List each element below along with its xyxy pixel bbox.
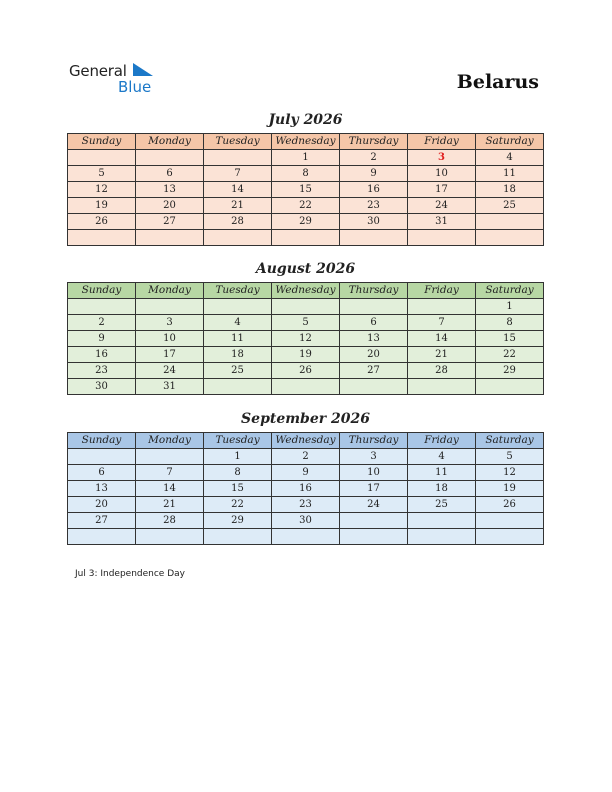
day-cell [68, 230, 136, 246]
day-cell: 6 [136, 166, 204, 182]
weekday-header: Saturday [476, 433, 544, 449]
holiday-note: Jul 3: Independence Day [75, 569, 185, 579]
day-cell: 23 [340, 198, 408, 214]
logo-triangle-icon [133, 63, 153, 77]
day-cell: 21 [136, 497, 204, 513]
day-cell [272, 299, 340, 315]
day-cell [408, 513, 476, 529]
day-cell: 13 [68, 481, 136, 497]
weekday-header: Saturday [476, 283, 544, 299]
day-cell: 7 [408, 315, 476, 331]
day-cell: 14 [136, 481, 204, 497]
day-cell: 7 [136, 465, 204, 481]
weekday-header: Monday [136, 134, 204, 150]
weekday-header: Thursday [340, 283, 408, 299]
day-cell: 11 [204, 331, 272, 347]
day-cell: 18 [476, 182, 544, 198]
day-cell: 5 [68, 166, 136, 182]
day-cell: 26 [476, 497, 544, 513]
weekday-header: Saturday [476, 134, 544, 150]
weekday-header-row [68, 433, 544, 449]
day-cell: 26 [272, 363, 340, 379]
day-cell: 3 [136, 315, 204, 331]
day-cell: 9 [272, 465, 340, 481]
day-cell: 18 [408, 481, 476, 497]
week-row [68, 299, 544, 315]
day-cell: 21 [204, 198, 272, 214]
day-cell: 22 [272, 198, 340, 214]
day-cell [340, 299, 408, 315]
day-cell: 19 [68, 198, 136, 214]
month-calendar-table [67, 133, 544, 246]
day-cell [68, 150, 136, 166]
day-cell: 24 [136, 363, 204, 379]
day-cell: 2 [272, 449, 340, 465]
day-cell [68, 449, 136, 465]
weekday-header: Thursday [340, 433, 408, 449]
day-cell: 4 [408, 449, 476, 465]
day-cell: 1 [476, 299, 544, 315]
generalblue-logo [69, 60, 169, 96]
day-cell: 7 [204, 166, 272, 182]
weekday-header: Monday [136, 283, 204, 299]
logo-general-text: General [69, 62, 127, 80]
day-cell: 15 [476, 331, 544, 347]
day-cell [408, 230, 476, 246]
day-cell [476, 529, 544, 545]
day-cell [68, 299, 136, 315]
day-cell: 12 [68, 182, 136, 198]
day-cell [204, 299, 272, 315]
day-cell: 15 [272, 182, 340, 198]
day-cell: 23 [68, 363, 136, 379]
week-row [68, 315, 544, 331]
day-cell: 17 [340, 481, 408, 497]
day-cell: 23 [272, 497, 340, 513]
day-cell: 28 [204, 214, 272, 230]
day-cell: 4 [476, 150, 544, 166]
day-cell: 17 [408, 182, 476, 198]
country-title: Belarus [456, 71, 539, 93]
day-cell [204, 230, 272, 246]
day-cell [272, 379, 340, 395]
day-cell: 21 [408, 347, 476, 363]
day-cell: 10 [408, 166, 476, 182]
day-cell [408, 529, 476, 545]
weekday-header: Monday [136, 433, 204, 449]
month-title: July 2026 [268, 112, 343, 128]
day-cell [476, 513, 544, 529]
week-row [68, 182, 544, 198]
week-row [68, 198, 544, 214]
day-cell: 12 [476, 465, 544, 481]
week-row [68, 529, 544, 545]
day-cell: 2 [68, 315, 136, 331]
day-cell: 25 [476, 198, 544, 214]
day-cell: 22 [204, 497, 272, 513]
day-cell: 11 [408, 465, 476, 481]
month-calendar-table [67, 282, 544, 395]
weekday-header: Sunday [68, 134, 136, 150]
day-cell [204, 529, 272, 545]
day-cell: 20 [340, 347, 408, 363]
weekday-header: Tuesday [204, 283, 272, 299]
day-cell [340, 379, 408, 395]
day-cell: 31 [408, 214, 476, 230]
day-cell: 9 [340, 166, 408, 182]
weekday-header: Friday [408, 134, 476, 150]
day-cell [136, 150, 204, 166]
week-row [68, 347, 544, 363]
day-cell [340, 529, 408, 545]
day-cell: 8 [204, 465, 272, 481]
day-cell [136, 449, 204, 465]
day-cell: 6 [340, 315, 408, 331]
week-row [68, 379, 544, 395]
week-row [68, 214, 544, 230]
day-cell: 9 [68, 331, 136, 347]
day-cell: 6 [68, 465, 136, 481]
week-row [68, 166, 544, 182]
week-row [68, 449, 544, 465]
day-cell: 3 [340, 449, 408, 465]
day-cell: 8 [272, 166, 340, 182]
day-cell [476, 230, 544, 246]
week-row [68, 497, 544, 513]
day-cell [272, 529, 340, 545]
week-row [68, 363, 544, 379]
day-cell: 29 [476, 363, 544, 379]
day-cell: 25 [408, 497, 476, 513]
day-cell [136, 299, 204, 315]
day-cell: 8 [476, 315, 544, 331]
day-cell: 12 [272, 331, 340, 347]
day-cell: 19 [476, 481, 544, 497]
day-cell [68, 529, 136, 545]
day-cell [136, 529, 204, 545]
weekday-header: Friday [408, 283, 476, 299]
weekday-header: Wednesday [272, 134, 340, 150]
day-cell: 28 [408, 363, 476, 379]
day-cell: 5 [272, 315, 340, 331]
day-cell [408, 299, 476, 315]
weekday-header: Sunday [68, 283, 136, 299]
day-cell [476, 379, 544, 395]
day-cell: 27 [136, 214, 204, 230]
day-cell: 29 [272, 214, 340, 230]
week-row [68, 150, 544, 166]
day-cell: 13 [340, 331, 408, 347]
day-cell: 4 [204, 315, 272, 331]
week-row [68, 465, 544, 481]
day-cell [204, 150, 272, 166]
day-cell [340, 513, 408, 529]
logo-blue-text: Blue [118, 78, 152, 96]
day-cell: 17 [136, 347, 204, 363]
day-cell: 13 [136, 182, 204, 198]
day-cell: 31 [136, 379, 204, 395]
month-title: August 2026 [255, 261, 356, 277]
day-cell: 10 [136, 331, 204, 347]
week-row [68, 513, 544, 529]
weekday-header-row [68, 134, 544, 150]
weekday-header-row [68, 283, 544, 299]
weekday-header: Wednesday [272, 433, 340, 449]
day-cell: 24 [408, 198, 476, 214]
day-cell: 11 [476, 166, 544, 182]
week-row [68, 331, 544, 347]
day-cell: 30 [272, 513, 340, 529]
day-cell: 26 [68, 214, 136, 230]
weekday-header: Friday [408, 433, 476, 449]
day-cell: 22 [476, 347, 544, 363]
day-cell: 19 [272, 347, 340, 363]
weekday-header: Tuesday [204, 433, 272, 449]
day-cell: 14 [408, 331, 476, 347]
day-cell: 1 [204, 449, 272, 465]
weekday-header: Wednesday [272, 283, 340, 299]
month-title: September 2026 [241, 411, 370, 427]
day-cell: 14 [204, 182, 272, 198]
day-cell [136, 230, 204, 246]
day-cell: 10 [340, 465, 408, 481]
day-cell [204, 379, 272, 395]
day-cell: 2 [340, 150, 408, 166]
day-cell: 1 [272, 150, 340, 166]
day-cell: 3 [408, 150, 476, 166]
day-cell: 24 [340, 497, 408, 513]
day-cell: 16 [272, 481, 340, 497]
weekday-header: Sunday [68, 433, 136, 449]
day-cell [408, 379, 476, 395]
day-cell: 16 [68, 347, 136, 363]
day-cell: 30 [340, 214, 408, 230]
day-cell: 5 [476, 449, 544, 465]
day-cell: 29 [204, 513, 272, 529]
day-cell [340, 230, 408, 246]
day-cell: 20 [68, 497, 136, 513]
day-cell: 28 [136, 513, 204, 529]
weekday-header: Tuesday [204, 134, 272, 150]
week-row [68, 230, 544, 246]
day-cell: 15 [204, 481, 272, 497]
day-cell: 27 [340, 363, 408, 379]
month-calendar-table [67, 432, 544, 545]
day-cell: 25 [204, 363, 272, 379]
day-cell: 20 [136, 198, 204, 214]
weekday-header: Thursday [340, 134, 408, 150]
day-cell: 18 [204, 347, 272, 363]
day-cell [476, 214, 544, 230]
day-cell: 30 [68, 379, 136, 395]
day-cell: 27 [68, 513, 136, 529]
day-cell [272, 230, 340, 246]
day-cell: 16 [340, 182, 408, 198]
week-row [68, 481, 544, 497]
